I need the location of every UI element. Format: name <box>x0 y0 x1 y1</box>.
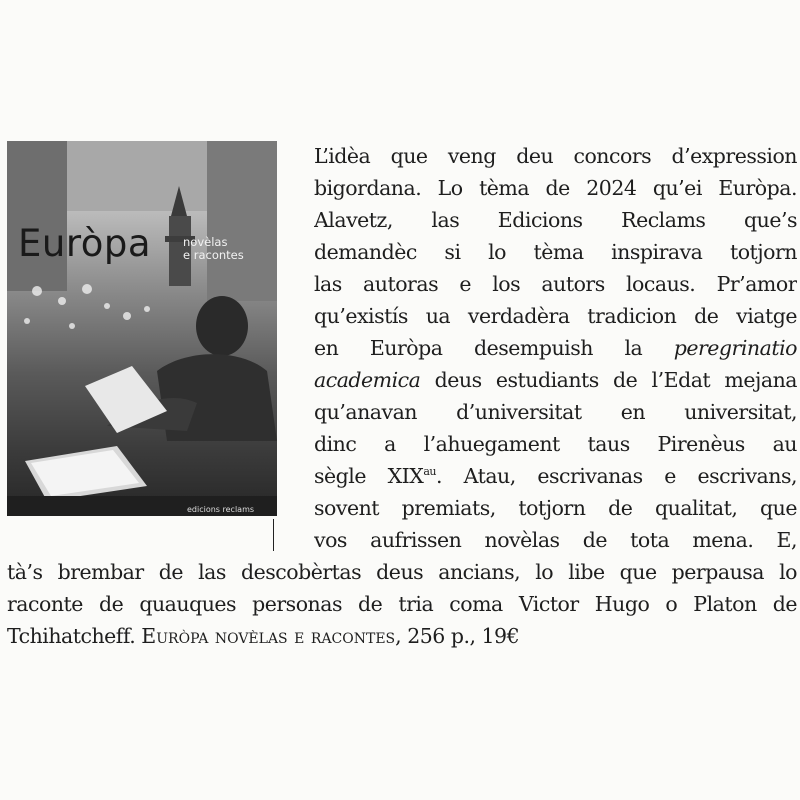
text-line-16 <box>7 623 519 649</box>
text-line-7a: en Euròpa desempuish la <box>314 336 643 360</box>
cover-subtitle <box>183 236 244 262</box>
text-line-4: demandèc si lo tèma inspirava totjorn <box>314 240 797 264</box>
text-line-12: sovent premiats, totjorn de qualitat, que <box>314 496 797 520</box>
text-line-11b: . Atau, escrivanas e escrivans, <box>436 464 797 488</box>
text-line-15: raconte de quauques personas de tria coma Victor Hugo o Platon de <box>7 592 797 616</box>
crop-mark <box>273 519 274 551</box>
text-line-14: tà’s brembar de las descobèrtas deus ancians, lo libe que perpausa lo <box>7 560 797 584</box>
italic-peregrinatio: peregrinatio <box>673 336 797 360</box>
text-line-8b: deus estudiants de l’Edat mejana <box>434 368 797 392</box>
text-line-7 <box>314 335 797 361</box>
text-line-1: L’idèa que veng deu concors d’expression <box>314 144 797 168</box>
italic-academica: academica <box>314 368 421 392</box>
text-line-8 <box>314 367 797 393</box>
text-line-13: vos aufrissen novèlas de tota mena. E, <box>314 528 797 552</box>
text-line-11a: sègle XIX <box>314 464 424 488</box>
text-line-3: Alavetz, las Edicions Reclams que’s <box>314 208 797 232</box>
text-line-6: qu’existís ua verdadèra tradicion de viatge <box>314 304 797 328</box>
superscript-au: au <box>423 465 437 479</box>
book-cover <box>7 141 277 516</box>
text-line-16a: Tchihatcheff. <box>7 624 136 648</box>
text-line-9: qu’anavan d’universitat en universitat, <box>314 400 797 424</box>
cover-publisher: edicions reclams <box>187 505 255 514</box>
text-line-11 <box>314 463 797 489</box>
text-line-2: bigordana. Lo tèma de 2024 qu’ei Euròpa. <box>314 176 797 200</box>
cover-photo <box>7 141 277 516</box>
book-title-smallcaps: Euròpa novèlas e racontes <box>141 624 396 648</box>
cover-subtitle-line1: novèlas <box>183 235 228 249</box>
cover-title: Euròpa <box>18 222 152 265</box>
text-line-10: dinc a l’ahuegament taus Pirenèus au <box>314 432 797 456</box>
text-line-5: las autoras e los autors locaus. Pr’amor <box>314 272 797 296</box>
book-price: , 256 p., 19€ <box>395 624 520 648</box>
cover-subtitle-line2: e racontes <box>183 248 244 262</box>
